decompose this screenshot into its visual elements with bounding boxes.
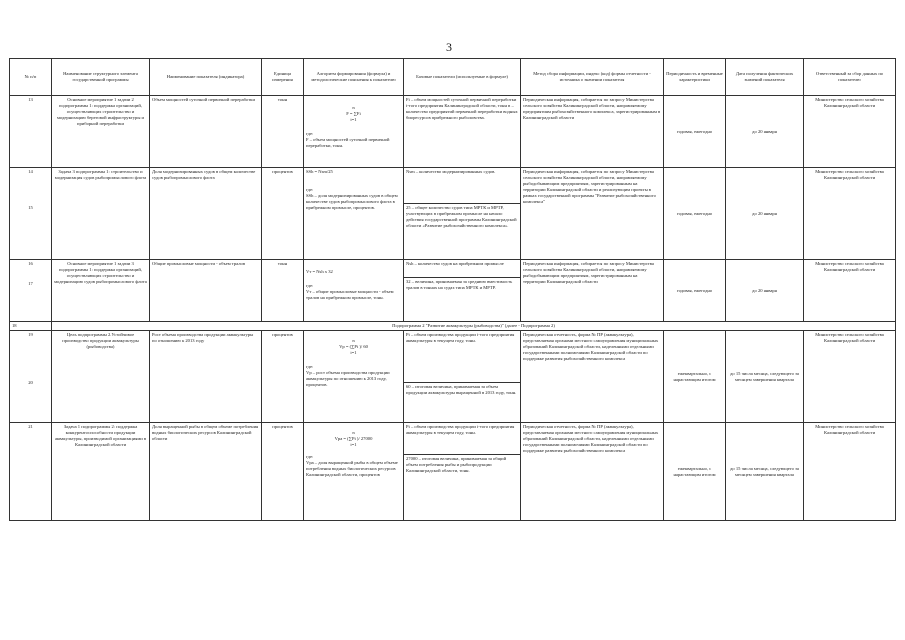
cell-indicator: Доля модернизированных судов в общем количестве судов рыбопромыслового флота xyxy=(150,168,262,260)
cell-algorithm xyxy=(304,423,404,521)
table-row-18 xyxy=(10,322,896,331)
formula-sub: i=1 xyxy=(350,442,357,447)
table-row-16 xyxy=(10,260,896,322)
formula-main: Vpa = (∑Pi )/ 27000 xyxy=(334,436,373,441)
formula-where: где: xyxy=(306,454,314,459)
formula-main: F = ∑Fi xyxy=(346,111,361,116)
cell-num xyxy=(10,168,52,260)
table-row-13 xyxy=(10,96,896,168)
formula-sub: i=1 xyxy=(350,350,357,355)
cell-period: годовая, ежегодно xyxy=(664,168,726,260)
cell-resp: Министерство сельского хозяйства Калининградской области xyxy=(804,96,896,168)
table-row-21 xyxy=(10,423,896,521)
cell-num: 21 xyxy=(10,423,52,521)
header-algorithm: Алгоритм формирования (формула) и методологические пояснения к показателю xyxy=(304,59,404,96)
header-method: Метод сбора информации, индекс (код) формы отчетности - источника о значении показателя xyxy=(521,59,664,96)
cell-indicator: Доля выращенной рыбы в общем объеме потребления водных биологических ресурсов Калининградской области xyxy=(150,423,262,521)
header-date: Дата получения фактических значений показателя xyxy=(726,59,804,96)
cell-resp: Министерство сельского хозяйства Калининградской области xyxy=(804,260,896,322)
formula-sup: n xyxy=(352,338,355,343)
cell-num: 18 xyxy=(10,322,52,331)
cell-period: ежеквартально, с нарастающим итогом xyxy=(664,331,726,423)
header-row xyxy=(10,59,896,96)
cell-element: Основное мероприятие 1 задачи 3 подпрограммы 1: поддержка организаций, осуществляющих строительство и модернизацию судов рыбопромыслового флота xyxy=(52,260,150,322)
cell-resp: Министерство сельского хозяйства Калининградской области xyxy=(804,423,896,521)
cell-date: до 20 января xyxy=(726,96,804,168)
formula-main: Vт = Nsh x 32 xyxy=(306,269,333,274)
cell-date: до 15 числа месяца, следующего за месяцем завершения квартала xyxy=(726,423,804,521)
base-part-1: Pi – объем производства продукции i-того предприятия аквакультуры в текущем году, тонн. xyxy=(406,424,515,435)
table-row-19 xyxy=(10,331,896,423)
cell-unit: тонн xyxy=(262,260,304,322)
cell-element: Цель подпрограммы 2.Устойчивое производство продукции аквакультуры (рыбоводства) xyxy=(52,331,150,423)
header-resp: Ответственный за сбор данных по показателю xyxy=(804,59,896,96)
cell-period: ежеквартально, с нарастающим итогом xyxy=(664,423,726,521)
cell-date: до 15 числа месяца, следующего за месяцем завершения квартала xyxy=(726,331,804,423)
formula-where: где: xyxy=(306,131,314,136)
base-part-2: 60 – итоговая величина, принимаемая за объем продукции аквакультуры выращенной в 2013 году, тонн. xyxy=(404,382,520,397)
cell-base xyxy=(404,260,521,322)
cell-indicator: Общие промысловые мощности - объем тралов xyxy=(150,260,262,322)
cell-resp: Министерство сельского хозяйства Калининградской области xyxy=(804,168,896,260)
cell-base xyxy=(404,331,521,423)
cell-method: Периодическая информация, собирается по запросу Министерства сельского хозяйства Калининградской области, направляемому предприятиям рыбохозяйственного комплекса, зарегистрированным в Калининградской области xyxy=(521,96,664,168)
cell-method: Периодическая отчетность, форма № ПР (аквакультура), представляемая органами местного самоуправления муниципальных образований Калининградской области, наделенными отдельными государственными полномочиями Калининградской области по поддержке развития рыбохозяйственного комплекса xyxy=(521,331,664,423)
cell-element: Задача 3 подпрограммы 1: строительство и модернизация судов рыбопромыслового флота xyxy=(52,168,150,260)
cell-unit: процентов xyxy=(262,168,304,260)
cell-num: 13 xyxy=(10,96,52,168)
cell-method: Периодическая информация, собирается по запросу Министерства сельского хозяйства Калининградской области, направляемому рыбодобывающим предприятиям, зарегистрированным на территории Калининградской области xyxy=(521,260,664,322)
header-unit: Единица измерения xyxy=(262,59,304,96)
cell-element: Основное мероприятие 1 задачи 2 подпрограммы 1: поддержка организаций, осуществляющих строительство и модернизацию береговой инфраструктуры и приборной переработки xyxy=(52,96,150,168)
cell-algorithm xyxy=(304,168,404,260)
base-part-1: Nsm – количество модернизированных судов. xyxy=(406,169,496,174)
formula-sup: n xyxy=(352,105,355,110)
formula-sup: n xyxy=(352,430,355,435)
indicators-table xyxy=(9,58,896,521)
cell-date: до 20 января xyxy=(726,168,804,260)
base-part-1: Pi – объем производства продукции i-того предприятия аквакультуры в текущем году, тонн. xyxy=(406,332,515,343)
cell-base: Fi – объем мощностей суточной первичной переработки i-того предприятия Калининградской области, тонн n – количество предприятий первичной переработки водных биоресурсов прибрежного рыболовства. xyxy=(404,96,521,168)
cell-base xyxy=(404,423,521,521)
cell-base xyxy=(404,168,521,260)
subprogram-title: Подпрограмма 2 "Развитие аквакультуры (рыбоводства)" (далее - Подпрограмма 2) xyxy=(52,322,896,331)
cell-indicator: Объем мощностей суточной первичной переработки xyxy=(150,96,262,168)
formula-desc: Vт – общие промысловые мощности - объем тралов на прибрежном промысле, тонн. xyxy=(306,289,394,300)
formula-sub: i=1 xyxy=(350,117,357,122)
row-num-b: 15 xyxy=(28,205,33,210)
base-part-1: Nsh – количество судов на прибрежном промысле xyxy=(406,261,504,266)
row-num-a: 19 xyxy=(28,332,33,337)
header-indicator: Наименование показателя (индикатора) xyxy=(150,59,262,96)
formula-where: где: xyxy=(306,283,314,288)
cell-method: Периодическая отчетность, форма № ПР (аквакультура), представляемая органами местного самоуправления муниципальных образований Калининградской области, наделенными отдельными государственными полномочиями Калининградской области по поддержке развития рыбохозяйственного комплекса xyxy=(521,423,664,521)
formula-main: SSh = Nsm/25 xyxy=(306,169,333,174)
cell-method: Периодическая информация, собирается по запросу Министерства сельского хозяйства Калининградской области, направляемому рыбодобывающим предприятиям, зарегистрированным на территории Калининградской области и реализующим проекты в рамках государственной программы "Развитие рыбохозяйственного комплекса" xyxy=(521,168,664,260)
cell-element: Задача 1 подпрограммы 2: поддержка конкурентоспособности продукции аквакультуры, производимой организациями в Калининградской области xyxy=(52,423,150,521)
table-row-14 xyxy=(10,168,896,260)
row-num-a: 14 xyxy=(28,169,33,174)
header-base: Базовые показатели (используемые в формуле) xyxy=(404,59,521,96)
header-period: Периодичность и временные характеристики xyxy=(664,59,726,96)
formula-where: где: xyxy=(306,187,314,192)
cell-algorithm xyxy=(304,331,404,423)
cell-period: годовая, ежегодно xyxy=(664,96,726,168)
cell-period: годовая, ежегодно xyxy=(664,260,726,322)
row-num-a: 16 xyxy=(28,261,33,266)
formula-main: Vp = (∑Pi )/ 60 xyxy=(339,344,368,349)
row-num-b: 17 xyxy=(28,281,33,286)
formula-desc: SSh – доля модернизированных судов в общем количестве судов рыбопромыслового флота в прибрежном промысле, процентов. xyxy=(306,193,398,210)
cell-unit: процентов xyxy=(262,331,304,423)
header-num: № п/п xyxy=(10,59,52,96)
cell-unit: тонн xyxy=(262,96,304,168)
formula-desc: F – объем мощностей суточной первичной переработки, тонн. xyxy=(306,137,390,148)
formula-desc: Vpa – доля выращенной рыбы в общем объеме потребления водных биологических ресурсов Калининградской области, процентов xyxy=(306,460,398,477)
cell-date: до 20 января xyxy=(726,260,804,322)
cell-resp: Министерство сельского хозяйства Калининградской области xyxy=(804,331,896,423)
cell-algorithm xyxy=(304,260,404,322)
cell-unit: процентов xyxy=(262,423,304,521)
cell-num xyxy=(10,331,52,423)
cell-indicator: Рост объема производства продукции аквакультуры по отношению к 2013 году xyxy=(150,331,262,423)
base-part-2: 32 – величина, принимаемая за среднюю вместимость тралов в тоннах на судах типа МРТК и МРТР. xyxy=(404,277,520,292)
base-part-2: 27000 – итоговая величина, принимаемая за общий объем потребления рыбы и рыбопродукции Калининградской области, тонн. xyxy=(404,454,520,475)
formula-desc: Vp – рост объема производства продукции аквакультуры по отношению к 2013 году, процентов. xyxy=(306,370,390,387)
cell-num xyxy=(10,260,52,322)
page-number: 3 xyxy=(446,40,452,54)
row-num-b: 20 xyxy=(28,380,33,385)
base-part-2: 25 – общее количество судов типа МРТК и МРТР, участвующих в прибрежном промысле на начало действия государственной программы Калининградской области «Развитие рыбохозяйственного комплекса». xyxy=(404,203,520,230)
cell-algorithm xyxy=(304,96,404,168)
header-element: Наименование структурного элемента государственной программы xyxy=(52,59,150,96)
formula-where: где: xyxy=(306,364,314,369)
